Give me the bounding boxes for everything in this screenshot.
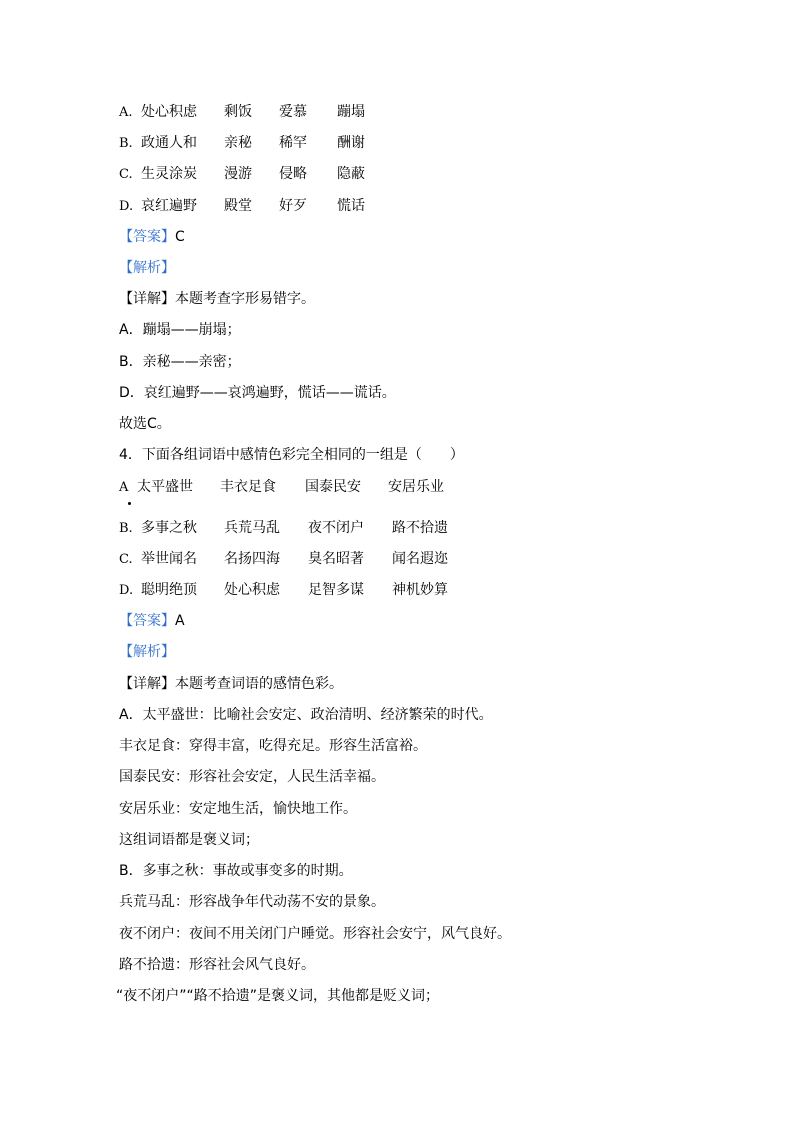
emphasis-dot xyxy=(128,502,131,505)
q4-option-b xyxy=(119,517,448,539)
option-word: 漫游 xyxy=(224,166,252,182)
q4-detail-line: “夜不闭户”“路不拾遗”是褒义词，其他都是贬义词； xyxy=(116,988,440,1004)
option-word: 兵荒马乱 xyxy=(224,520,280,536)
option-word: 处心积虑 xyxy=(141,104,197,120)
option-word: 闻名遐迩 xyxy=(392,551,448,567)
q4-stem: 4．下面各组词语中感情色彩完全相同的一组是（ ） xyxy=(119,447,464,463)
option-label: D. xyxy=(119,199,134,214)
option-word: 隐蔽 xyxy=(337,166,365,182)
q4-detail-line: 国泰民安：形容社会安定，人民生活幸福。 xyxy=(119,769,385,785)
q4-option-d xyxy=(119,579,448,601)
option-word: 路不拾遗 xyxy=(392,520,448,536)
detail-text: 本题考查词语的感情色彩。 xyxy=(175,676,343,692)
option-word: 聪明绝顶 xyxy=(141,582,197,598)
option-word: 举世闻名 xyxy=(141,551,197,567)
option-word: 亲秘 xyxy=(224,135,252,151)
option-word: 处心积虑 xyxy=(224,582,280,598)
option-label: C. xyxy=(119,552,133,567)
option-word: 太平盛世 xyxy=(137,479,193,495)
q4-detail-line: 路不拾遗：形容社会风气良好。 xyxy=(119,957,315,973)
answer-tag: 【答案】 xyxy=(119,613,175,629)
option-label: C. xyxy=(119,167,133,182)
option-word: 生灵涂炭 xyxy=(141,166,197,182)
q4-answer xyxy=(119,610,185,632)
option-word: 爱慕 xyxy=(279,104,307,120)
analysis-tag: 【解析】 xyxy=(119,260,175,276)
q3-option-b xyxy=(119,132,365,154)
q4-detail xyxy=(119,673,343,695)
q4-detail-line: 兵荒马乱：形容战争年代动荡不安的景象。 xyxy=(119,894,385,910)
option-word: 夜不闭户 xyxy=(308,520,364,536)
option-word: 丰衣足食 xyxy=(220,479,276,495)
option-word: 神机妙算 xyxy=(392,582,448,598)
option-word: 名扬四海 xyxy=(224,551,280,567)
option-word: 蹦塌 xyxy=(337,104,365,120)
q3-detail xyxy=(119,288,315,310)
option-label: A xyxy=(119,480,129,495)
q3-answer xyxy=(119,226,185,248)
option-word: 国泰民安 xyxy=(305,479,361,495)
q4-detail-line: 安居乐业：安定地生活，愉快地工作。 xyxy=(119,801,357,817)
option-word: 政通人和 xyxy=(141,135,197,151)
q3-detail-line: 故选C。 xyxy=(119,416,171,432)
option-word: 殿堂 xyxy=(224,198,252,214)
option-word: 臭名昭著 xyxy=(308,551,364,567)
q4-detail-line: 丰衣足食：穿得丰富，吃得充足。形容生活富裕。 xyxy=(119,738,427,754)
q4-detail-line: A．太平盛世：比喻社会安定、政治清明、经济繁荣的时代。 xyxy=(119,707,493,723)
detail-text: 本题考查字形易错字。 xyxy=(175,291,315,307)
q4-option-a xyxy=(119,476,444,498)
q3-option-a xyxy=(119,101,365,123)
q3-option-c xyxy=(119,163,365,185)
q3-detail-line: B．亲秘——亲密； xyxy=(119,354,241,370)
answer-value: C xyxy=(175,229,185,245)
option-word: 侵略 xyxy=(279,166,307,182)
answer-tag: 【答案】 xyxy=(119,229,175,245)
q4-detail-line: 夜不闭户：夜间不用关闭门户睡觉。形容社会安宁，风气良好。 xyxy=(119,926,511,942)
detail-tag: 【详解】 xyxy=(119,291,175,307)
q4-analysis xyxy=(119,641,175,663)
q3-analysis xyxy=(119,257,175,279)
option-word: 安居乐业 xyxy=(388,479,444,495)
q4-detail-line: B．多事之秋：事故或事变多的时期。 xyxy=(119,863,353,879)
option-label: D. xyxy=(119,583,134,598)
q3-option-d xyxy=(119,195,365,217)
q4-detail-line: 这组词语都是褒义词； xyxy=(119,832,259,848)
option-word: 稀罕 xyxy=(279,135,307,151)
q3-detail-line: A．蹦塌——崩塌； xyxy=(119,322,241,338)
option-word: 好歹 xyxy=(279,198,307,214)
option-label: B. xyxy=(119,521,133,536)
option-word: 慌话 xyxy=(337,198,365,214)
q4-option-c xyxy=(119,548,448,570)
analysis-tag: 【解析】 xyxy=(119,644,175,660)
option-label: B. xyxy=(119,136,133,151)
option-word: 足智多谋 xyxy=(308,582,364,598)
detail-tag: 【详解】 xyxy=(119,676,175,692)
option-word: 哀红遍野 xyxy=(141,198,197,214)
q3-detail-line: D．哀红遍野——哀鸿遍野，慌话——谎话。 xyxy=(119,385,396,401)
option-word: 多事之秋 xyxy=(141,520,197,536)
option-word: 剩饭 xyxy=(224,104,252,120)
option-label: A. xyxy=(119,105,133,120)
answer-value: A xyxy=(175,613,185,629)
option-word: 酬谢 xyxy=(337,135,365,151)
